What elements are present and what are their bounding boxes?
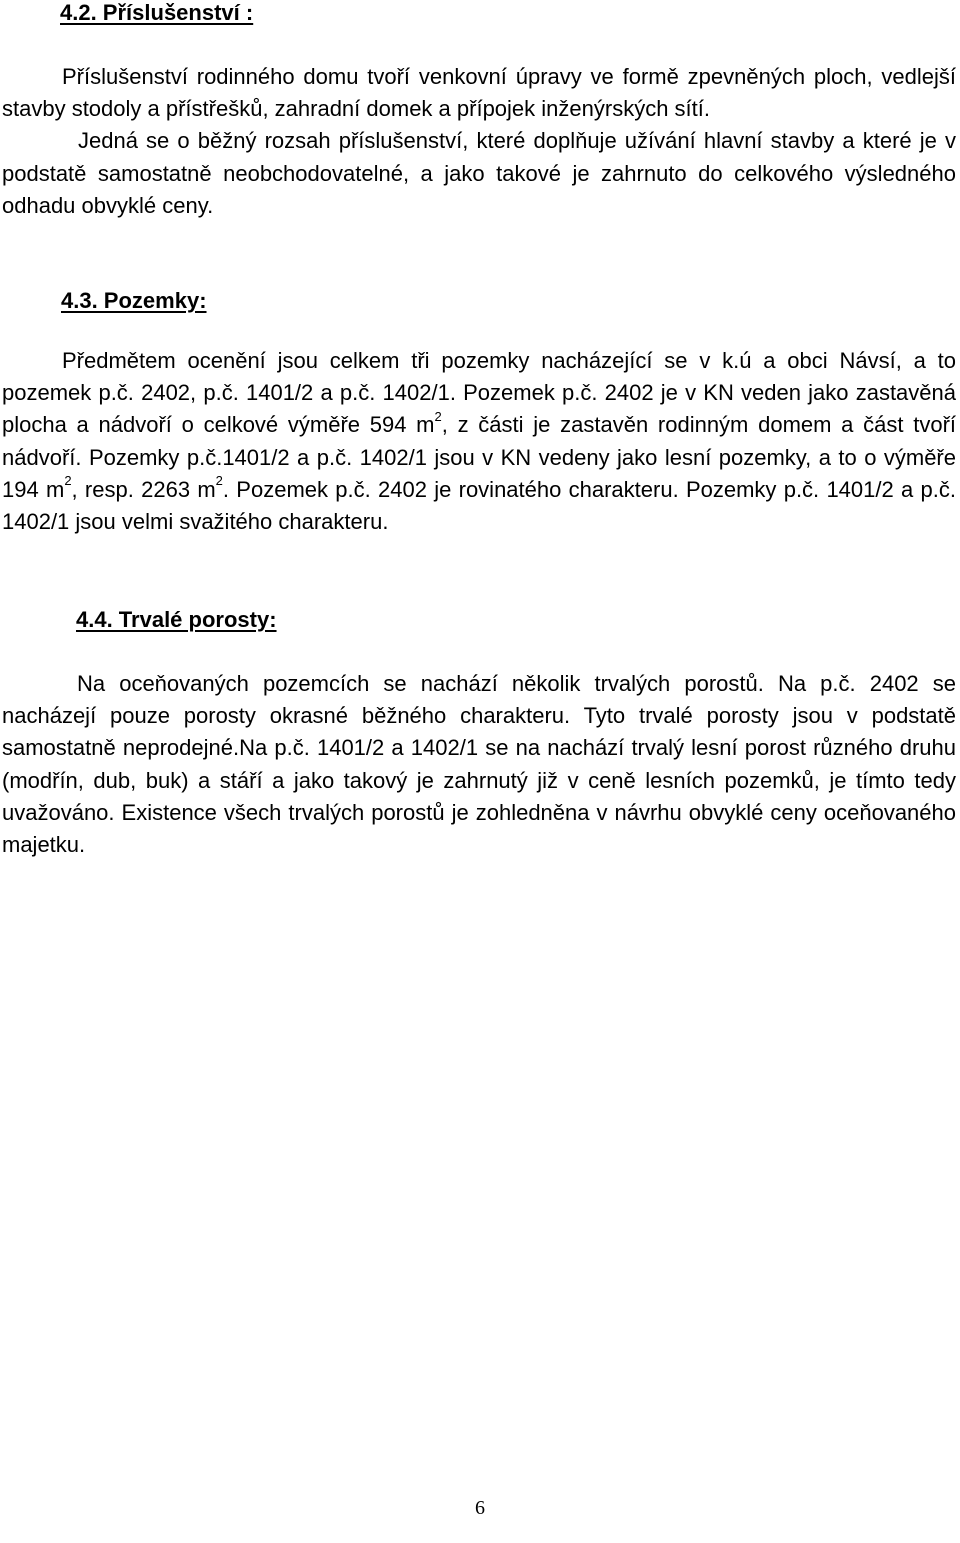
- land-text-a: Předmětem ocenění jsou celkem tři pozemky nacházející se v k.ú a obci Návsí, a to pozemek p.č. 2402, p.č. 1401/2 a p.č. 1402/1. Pozemek p.č. 2402 je v KN veden jako zastavěná plocha a nádvoří o celkové výměře 594 m: [2, 348, 956, 438]
- section-4-4-body: [2, 668, 956, 861]
- section-4-2-body: [2, 61, 956, 222]
- land-text-d: . Pozemek p.č. 2402 je rovinatého charakteru. Pozemky p.č. 1401/2 a p.č. 1402/1 jsou velmi svažitého charakteru.: [2, 476, 956, 535]
- page-number: 6: [475, 1497, 485, 1519]
- section-4-3-body: [2, 345, 956, 538]
- superscript-b: 2: [64, 473, 72, 489]
- superscript-c: 2: [215, 473, 223, 489]
- land-text-b: , z části je zastavěn rodinným domem a část tvoří nádvoří. Pozemky p.č.1401/2 a p.č. 1402/1 jsou v KN vedeny jako lesní pozemky, a to o výměře 194 m: [2, 412, 957, 502]
- paragraph-accessories-description: Příslušenství rodinného domu tvoří venkovní úpravy ve formě zpevněných ploch, vedlejší stavby stodoly a přístřešků, zahradní domek a přípojek inženýrských sítí.: [2, 64, 956, 122]
- land-text-c: , resp. 2263 m: [71, 476, 216, 502]
- heading-4-3: 4.3. Pozemky:: [61, 288, 207, 313]
- paragraph-permanent-growth: Na oceňovaných pozemcích se nachází několik trvalých porostů. Na p.č. 2402 se nacházejí pouze porosty okrasné běžného charakteru. Tyto trvalé porosty jsou v podstatě samostatně neprodejné.Na p.č. 1401/2 a 1402/1 se na nachází trvalý lesní porost různého druhu (modřín, dub, buk) a stáří a jako takový je zahrnutý již v ceně lesních pozemků, je tímto tedy uvažováno. Existence všech trvalých porostů je zohledněna v návrhu obvyklé ceny oceňovaného majetku.: [2, 671, 956, 858]
- heading-4-4: 4.4. Trvalé porosty:: [76, 607, 277, 632]
- superscript-a: 2: [434, 409, 442, 425]
- paragraph-land-description: [2, 345, 956, 538]
- paragraph-accessories-valuation: Jedná se o běžný rozsah příslušenství, které doplňuje užívání hlavní stavby a které je v podstatě samostatně neobchodovatelné, a jako takové je zahrnuto do celkového výsledného odhadu obvyklé ceny.: [2, 128, 956, 218]
- heading-4-2: 4.2. Příslušenství :: [60, 0, 254, 25]
